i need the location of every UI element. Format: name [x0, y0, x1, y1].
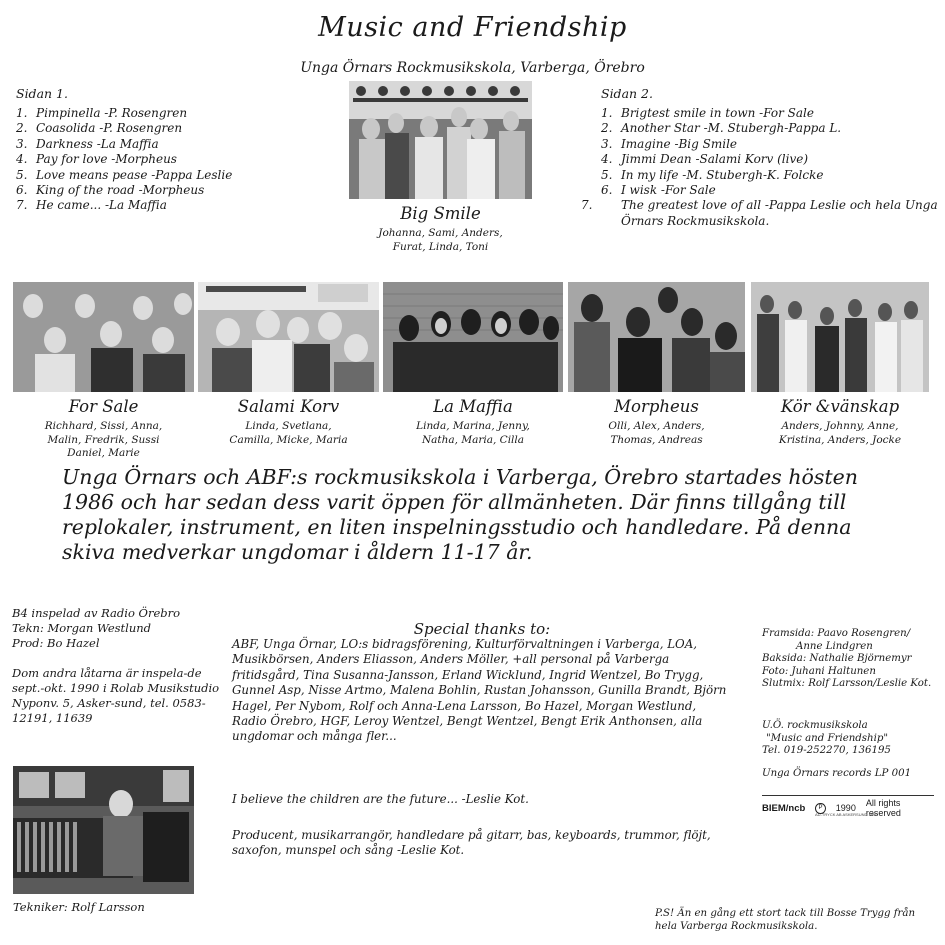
track-item: 4. Jimmi Dean -Salami Korv (live): [601, 152, 809, 167]
recording-credits: [12, 606, 222, 726]
band-members-for-sale: Richhard, Sissi, Anna, Malin, Fredrik, Sussi Daniel, Marie: [44, 420, 163, 459]
leslie-quote: I believe the children are the future... -Leslie Kot.: [232, 792, 529, 806]
side-2-tracklist: [581, 86, 939, 229]
rights-text: All rights reserved: [865, 798, 901, 818]
salami-korv-photo: [198, 282, 379, 392]
phonogram-icon: P: [815, 803, 826, 814]
track-item: 3. Darkness -La Maffia: [16, 136, 159, 151]
side-1-heading: Sidan 1.: [16, 86, 68, 101]
track-item: 3. Imagine -Big Smile: [601, 136, 738, 151]
track-item: 4. Pay for love -Morpheus: [16, 152, 177, 167]
record-label-catalog: Unga Örnars records LP 001: [762, 768, 912, 779]
album-subtitle: Unga Örnars Rockmusikskola, Varberga, Örebro: [300, 60, 645, 76]
track-item: 7. The greatest love of all -Pappa Leslie och hela Unga Örnars Rockmusikskola.: [581, 198, 938, 228]
kor-vanskap-photo: [751, 282, 929, 392]
special-thanks-title: Special thanks to:: [413, 620, 551, 638]
producer-line: Prod: Bo Hazel: [12, 636, 100, 650]
artwork-credits: Framsida: Paavo Rosengren/ Anne Lindgren Baksida: Nathalie Björnemyr Foto: Juhani Haltunen Slutmix: Rolf Larsson/Leslie Kot.: [762, 628, 932, 689]
band-members-salami-korv: Linda, Svetlana, Camilla, Micke, Maria: [229, 420, 348, 446]
band-name-la-maffia: La Maffia: [433, 397, 513, 416]
copyright-year: 1990: [835, 803, 856, 813]
band-members-kor-vanskap: Anders, Johnny, Anne, Kristina, Anders, Jocke: [778, 420, 902, 446]
side-1-tracklist: [16, 86, 266, 214]
band-name-big-smile: Big Smile: [400, 204, 481, 223]
rights-divider: [762, 795, 934, 796]
studio-photo-caption: Tekniker: Rolf Larsson: [13, 900, 145, 914]
biem-logo: BIEM/ncb: [762, 802, 806, 814]
morpheus-photo: [568, 282, 745, 392]
track-item: 5. Love means pease -Pappa Leslie: [16, 167, 233, 182]
track-item: 5. In my life -M. Stubergh-K. Folcke: [601, 167, 824, 182]
track-item: 2. Another Star -M. Stubergh-Pappa L.: [601, 121, 842, 136]
track-item: 6. King of the road -Morpheus: [16, 183, 205, 198]
track-item: 2. Coasolida -P. Rosengren: [16, 121, 183, 136]
la-maffia-photo: [383, 282, 563, 392]
side-2-heading: Sidan 2.: [601, 86, 653, 101]
special-thanks-body: ABF, Unga Örnar, LO:s bidragsförening, Kulturförvaltningen i Varberga, LOA, Musikbörsen, Anders Eliasson, Anders Möller, +all personal på Varberga fritidsgård, Tina Susanna-Jansson, Erland Wicklund, Ingrid Wentzel, Bo Trygg, Gunnel Asp, Nisse Artmo, Malena Bohlin, Rustan Johansson, Gunilla Brandt, Björn Hagel, Per Nybom, Rolf och Anna-Lena Larsson, Bo Hazel, Morgan Westlund, Radio Örebro, HGF, Leroy Wentzel, Bengt Wentzel, Bengt Erik Anthonsen, alla ungdomar och många fler...: [232, 637, 727, 744]
studio-paragraph: Dom andra låtarna är inspela-de sept.-okt. 1990 i Rolab Musikstudio Nyponv. 5, Asker-sund, tel. 0583-12191, 11639: [12, 666, 220, 725]
technician-line: Tekn: Morgan Westlund: [12, 621, 152, 635]
print-note: AD-TRYCK AB ASKERSUND 1990: [815, 812, 878, 817]
band-name-for-sale: For Sale: [68, 397, 139, 416]
track-item: 6. I wisk -For Sale: [601, 183, 716, 198]
track-item: 1. Pimpinella -P. Rosengren: [16, 106, 188, 120]
big-smile-photo: [349, 81, 532, 199]
band-name-salami-korv: Salami Korv: [237, 397, 340, 416]
recording-line: B4 inspelad av Radio Örebro: [12, 606, 181, 620]
band-name-morpheus: Morpheus: [614, 397, 699, 416]
studio-photo: [13, 766, 194, 894]
album-title: Music and Friendship: [318, 12, 627, 43]
organization-info: U.Ö. rockmusikskola "Music and Friendship" Tel. 019-252270, 136195: [762, 720, 891, 756]
ps-note: P.S! Än en gång ett stort tack till Bosse Trygg från hela Varberga Rockmusikskola.: [655, 908, 916, 932]
intro-paragraph: Unga Örnars och ABF:s rockmusikskola i Varberga, Örebro startades hösten 1986 och har sedan dess varit öppen för allmänheten. Där finns tillgång till replokaler, instrument, en liten inspelningsstudio och handledare. På denna skiva medverkar ungdomar i åldern 11-17 år.: [62, 465, 858, 564]
band-members-la-maffia: Linda, Marina, Jenny, Natha, Maria, Cilla: [416, 420, 530, 446]
for-sale-photo: [13, 282, 194, 392]
band-members-big-smile: Johanna, Sami, Anders, Furat, Linda, Toni: [378, 227, 503, 253]
track-item: 1. Brigtest smile in town -For Sale: [601, 106, 814, 120]
band-members-morpheus: Olli, Alex, Anders, Thomas, Andreas: [608, 420, 705, 446]
band-name-kor-vanskap: Kör &vänskap: [780, 397, 900, 416]
producer-credit: Producent, musikarrangör, handledare på gitarr, bas, keyboards, trummor, flöjt, saxofon, munspel och sång -Leslie Kot.: [232, 828, 711, 858]
track-item: 7. He came... -La Maffia: [16, 198, 167, 213]
